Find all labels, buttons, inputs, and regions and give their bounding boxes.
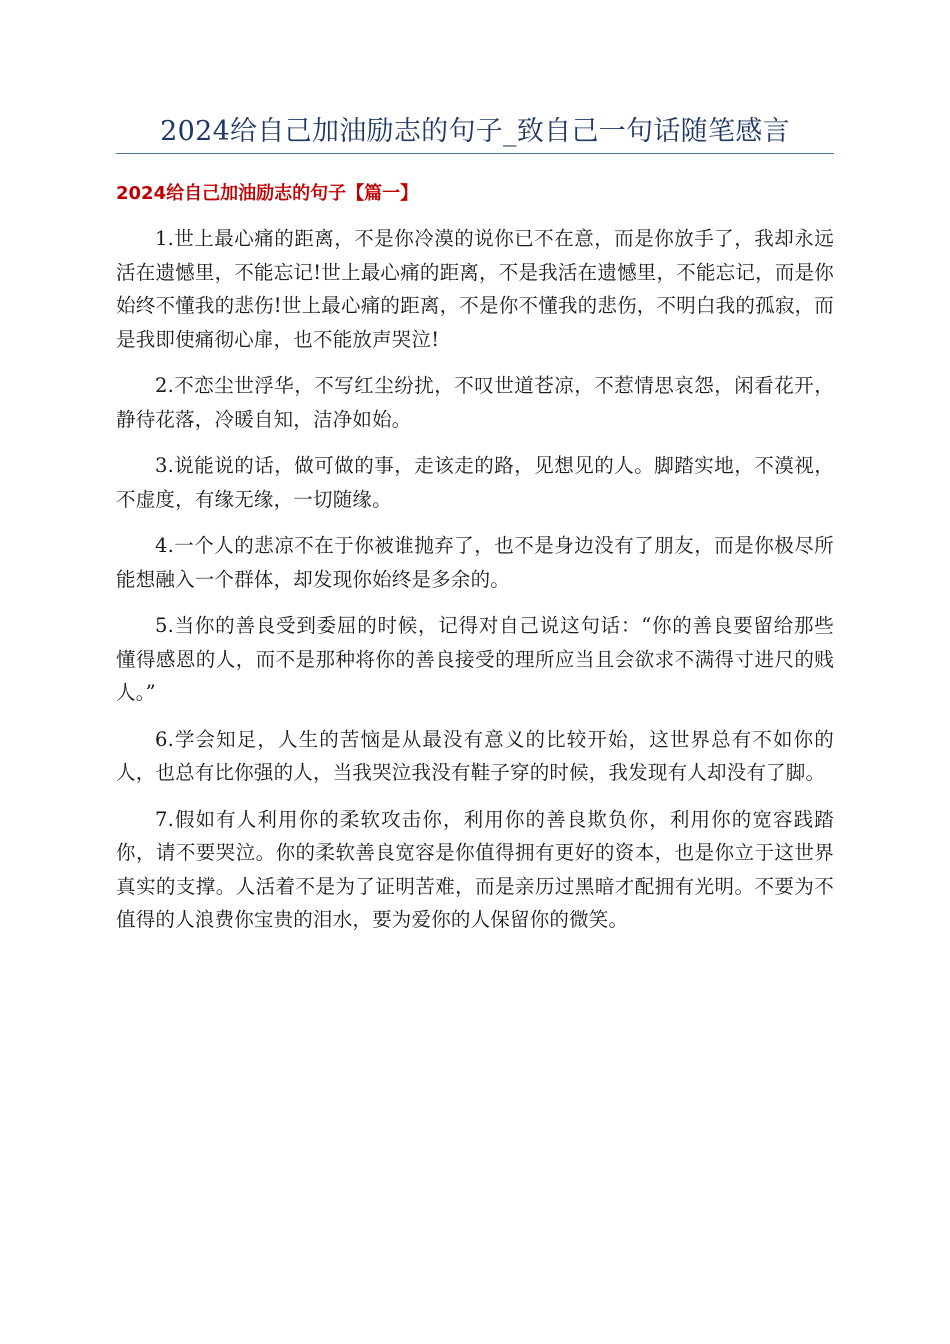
paragraph-2: 2.不恋尘世浮华，不写红尘纷扰，不叹世道苍凉，不惹情思哀怨，闲看花开，静待花落，冷暖自知，洁净如始。 <box>116 374 834 431</box>
title-underline <box>116 153 834 154</box>
paragraph-4: 4.一个人的悲凉不在于你被谁抛弃了，也不是身边没有了朋友，而是你极尽所能想融入一个群体，却发现你始终是多余的。 <box>116 534 834 591</box>
paragraph-1: 1.世上最心痛的距离，不是你冷漠的说你已不在意，而是你放手了，我却永远活在遗憾里，不能忘记!世上最心痛的距离，不是我活在遗憾里，不能忘记，而是你始终不懂我的悲伤!世上最心痛的距离，不是你不懂我的悲伤，不明白我的孤寂，而是我即使痛彻心扉，也不能放声哭泣! <box>116 227 834 351</box>
paragraph-5: 5.当你的善良受到委屈的时候，记得对自己说这句话：“你的善良要留给那些懂得感恩的人，而不是那种将你的善良接受的理所应当且会欲求不满得寸进尺的贱人。” <box>116 614 834 704</box>
paragraph-7: 7.假如有人利用你的柔软攻击你，利用你的善良欺负你，利用你的宽容践踏你，请不要哭泣。你的柔软善良宽容是你值得拥有更好的资本，也是你立于这世界真实的支撑。人活着不是为了证明苦难，而是亲历过黑暗才配拥有光明。不要为不值得的人浪费你宝贵的泪水，要为爱你的人保留你的微笑。 <box>116 807 834 931</box>
document-title: 2024给自己加油励志的句子_致自己一句话随笔感言 <box>160 116 790 147</box>
document-body <box>116 222 834 950</box>
section-heading: 2024给自己加油励志的句子【篇一】 <box>116 183 419 204</box>
paragraph-3: 3.说能说的话，做可做的事，走该走的路，见想见的人。脚踏实地，不漠视，不虚度，有缘无缘，一切随缘。 <box>116 454 834 511</box>
paragraph-6: 6.学会知足，人生的苦恼是从最没有意义的比较开始，这世界总有不如你的人，也总有比你强的人，当我哭泣我没有鞋子穿的时候，我发现有人却没有了脚。 <box>116 727 834 784</box>
